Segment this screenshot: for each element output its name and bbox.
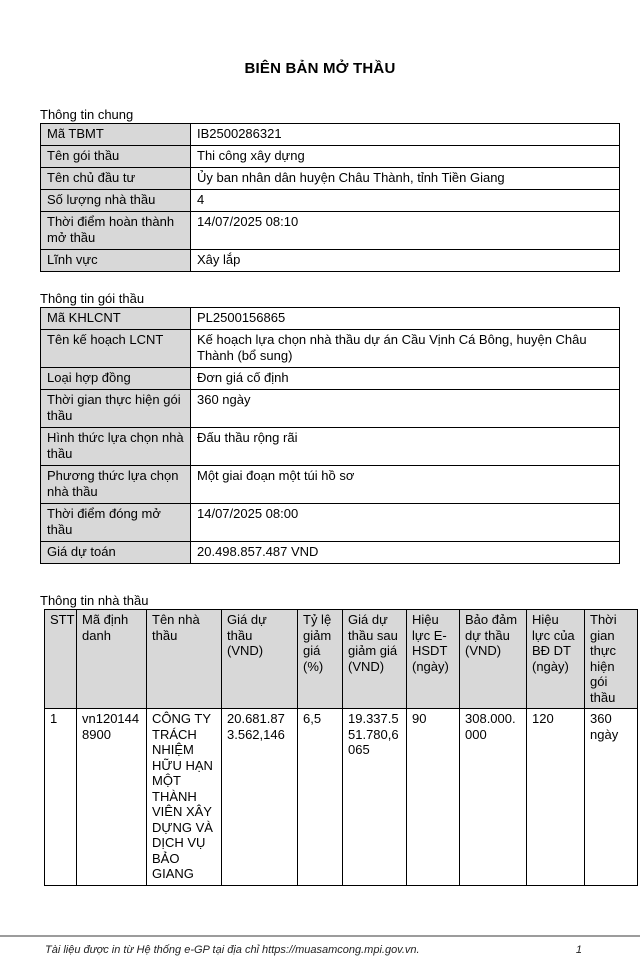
row-label: Số lượng nhà thầu: [41, 190, 191, 212]
column-header-gia-sau-giam-gia: Giá dự thầu sau giảm giá (VND): [343, 610, 407, 709]
table-row: [41, 308, 620, 330]
bid-opening-report-page: [0, 60, 640, 965]
row-value: Ủy ban nhân dân huyện Châu Thành, tỉnh Tiền Giang: [191, 168, 620, 190]
table-row: [41, 124, 620, 146]
table-row: [41, 250, 620, 272]
cell-ma-dinh-danh: vn1201448900: [77, 709, 147, 886]
cell-ty-le-giam-gia: 6,5: [298, 709, 343, 886]
column-header-ma-dinh-danh: Mã định danh: [77, 610, 147, 709]
bidder-row: [45, 709, 638, 886]
row-value: 360 ngày: [191, 390, 620, 428]
cell-ten-nha-thau: CÔNG TY TRÁCH NHIỆM HỮU HẠN MỘT THÀNH VIÊN XÂY DỰNG VÀ DỊCH VỤ BẢO GIANG: [147, 709, 222, 886]
table-row: [41, 190, 620, 212]
table-row: [41, 330, 620, 368]
row-label: Thời gian thực hiện gói thầu: [41, 390, 191, 428]
cell-gia-du-thau: 20.681.873.562,146: [222, 709, 298, 886]
row-label: Loại hợp đồng: [41, 368, 191, 390]
column-header-gia-du-thau: Giá dự thầu (VND): [222, 610, 298, 709]
row-label: Lĩnh vực: [41, 250, 191, 272]
general-info-table: [40, 123, 620, 272]
row-value: Một giai đoạn một túi hồ sơ: [191, 466, 620, 504]
row-value: IB2500286321: [191, 124, 620, 146]
table-row: [41, 146, 620, 168]
table-row: [41, 212, 620, 250]
column-header-stt: STT: [45, 610, 77, 709]
cell-stt: 1: [45, 709, 77, 886]
row-label: Mã KHLCNT: [41, 308, 191, 330]
row-value: Thi công xây dựng: [191, 146, 620, 168]
table-row: [41, 504, 620, 542]
row-value: 14/07/2025 08:00: [191, 504, 620, 542]
column-header-ty-le-giam-gia: Tỷ lệ giảm giá (%): [298, 610, 343, 709]
row-label: Hình thức lựa chọn nhà thầu: [41, 428, 191, 466]
table-row: [41, 466, 620, 504]
column-header-bao-dam-du-thau: Bảo đảm dự thầu (VND): [460, 610, 527, 709]
bidders-table: [44, 609, 638, 886]
table-row: [41, 368, 620, 390]
table-row: [41, 428, 620, 466]
table-row: [41, 390, 620, 428]
cell-gia-sau-giam-gia: 19.337.551.780,6065: [343, 709, 407, 886]
column-header-hieu-luc-bddt: Hiệu lực của BĐ DT (ngày): [527, 610, 585, 709]
footer-note: Tài liệu được in từ Hệ thống e-GP tại địa chỉ https://muasamcong.mpi.gov.vn.: [45, 944, 420, 956]
column-header-ten-nha-thau: Tên nhà thầu: [147, 610, 222, 709]
row-value: Kế hoạch lựa chọn nhà thầu dự án Cầu Vịnh Cá Bông, huyện Châu Thành (bổ sung): [191, 330, 620, 368]
package-info-table: [40, 307, 620, 564]
row-value: 14/07/2025 08:10: [191, 212, 620, 250]
column-header-thoi-gian-thuc-hien: Thời gian thực hiện gói thầu: [585, 610, 638, 709]
row-label: Tên kế hoạch LCNT: [41, 330, 191, 368]
row-label: Phương thức lựa chọn nhà thầu: [41, 466, 191, 504]
row-label: Thời điểm hoàn thành mở thầu: [41, 212, 191, 250]
row-value: PL2500156865: [191, 308, 620, 330]
cell-hieu-luc-bddt: 120: [527, 709, 585, 886]
row-label: Thời điểm đóng mở thầu: [41, 504, 191, 542]
page-title: BIÊN BẢN MỞ THẦU: [244, 60, 396, 77]
cell-bao-dam-du-thau: 308.000.000: [460, 709, 527, 886]
section-heading-general: Thông tin chung: [40, 107, 134, 122]
cell-thoi-gian-thuc-hien: 360 ngày: [585, 709, 638, 886]
table-row: [41, 542, 620, 564]
bidders-header-row: [45, 610, 638, 709]
row-label: Tên gói thầu: [41, 146, 191, 168]
row-value: 20.498.857.487 VND: [191, 542, 620, 564]
cell-hieu-luc-ehsdt: 90: [407, 709, 460, 886]
page-number: 1: [575, 944, 582, 956]
row-label: Tên chủ đầu tư: [41, 168, 191, 190]
row-label: Giá dự toán: [41, 542, 191, 564]
section-heading-bidders: Thông tin nhà thầu: [40, 593, 149, 608]
row-value: 4: [191, 190, 620, 212]
row-label: Mã TBMT: [41, 124, 191, 146]
table-row: [41, 168, 620, 190]
column-header-hieu-luc-ehsdt: Hiệu lực E-HSDT (ngày): [407, 610, 460, 709]
row-value: Đấu thầu rộng rãi: [191, 428, 620, 466]
row-value: Xây lắp: [191, 250, 620, 272]
row-value: Đơn giá cố định: [191, 368, 620, 390]
section-heading-package: Thông tin gói thầu: [40, 291, 145, 306]
page-footer: [0, 935, 640, 965]
